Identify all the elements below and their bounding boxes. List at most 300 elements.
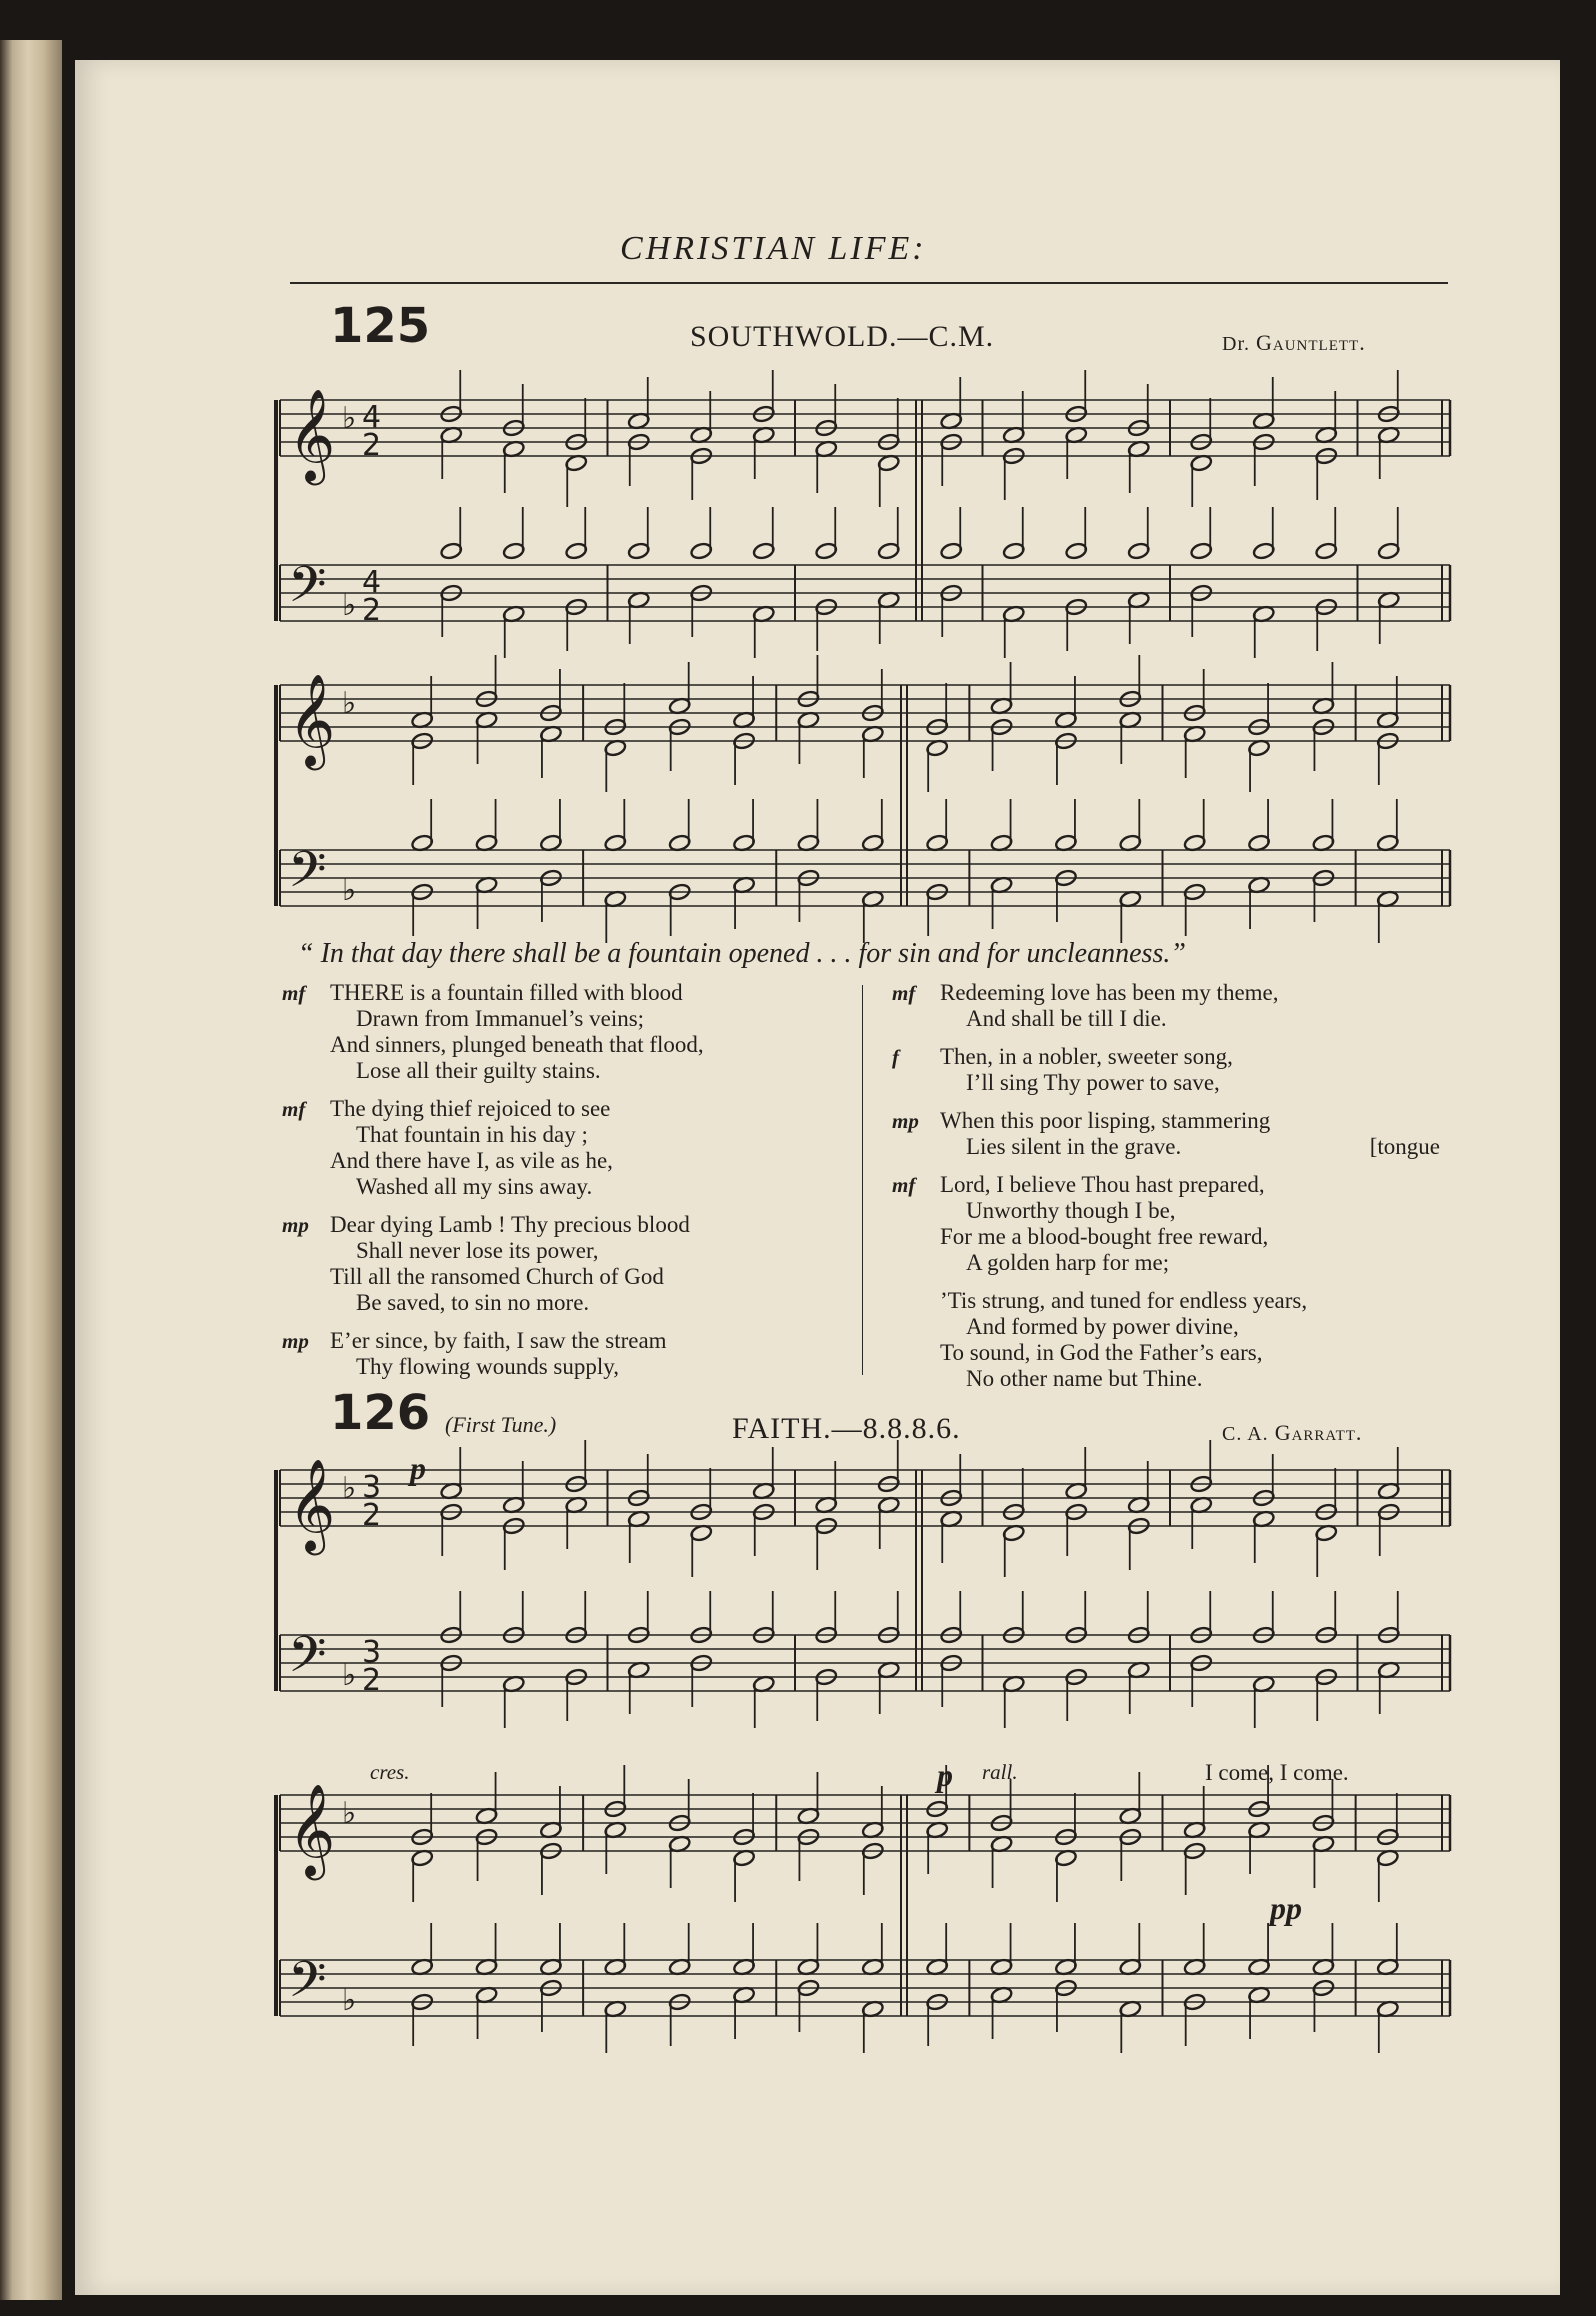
note-head [926,683,949,736]
note-head [668,662,691,715]
note-head [1054,1979,1077,2032]
note-head [475,1923,498,1976]
note-head [733,1849,756,1902]
note-head [990,1779,1013,1832]
note-head [1119,711,1142,764]
key-flat: ♭ [342,401,357,436]
note-head [565,1591,588,1644]
note-head [1248,739,1271,792]
note-head [502,440,525,493]
note-head [1377,1503,1400,1556]
verse-line: Unworthy though I be, [966,1198,1176,1223]
time-signature: 4 [362,400,382,435]
bass-clef: 𝄢 [288,1951,327,2021]
hymn-125-tune: SOUTHWOLD.—C.M. [690,320,995,353]
note-head [1065,1503,1088,1556]
note-head [1065,1591,1088,1644]
note-head [877,507,900,560]
verse-line: THERE is a fountain filled with blood [330,980,683,1005]
note-head [1183,799,1206,852]
note-head [1054,732,1077,785]
note-head [990,662,1013,715]
note-head [539,1923,562,1976]
verse-line: Washed all my sins away. [356,1174,593,1199]
key-flat: ♭ [342,588,357,623]
note-head [815,598,838,651]
note-head [1315,391,1338,444]
note-head [627,591,650,644]
hymn-126-number: 126 [330,1385,431,1441]
note-head [604,683,627,736]
note-head [539,725,562,778]
dynamic-marking: mf [282,981,306,1005]
stanza [892,1172,1460,1276]
note-head [1127,507,1150,560]
time-signature: 2 [362,1663,382,1698]
verse-line: Dear dying Lamb ! Thy precious blood [330,1212,690,1237]
note-head [1127,591,1150,644]
key-flat: ♭ [342,1471,357,1506]
composer-prefix: C. A. [1222,1423,1269,1445]
note-head [1190,1440,1213,1493]
note-head [1002,447,1025,500]
note-head [604,1765,627,1818]
note-head [1054,869,1077,922]
key-flat: ♭ [342,686,357,721]
note-head [926,1923,949,1976]
note-head [877,1440,900,1493]
note-head [1065,598,1088,651]
note-head [668,883,691,936]
note-head [1248,683,1271,736]
note-head [1002,1591,1025,1644]
stanza [282,1096,850,1200]
verse-line: Thy flowing wounds supply, [356,1354,620,1379]
note-head [411,1993,434,2046]
note-head [797,799,820,852]
note-head [690,584,713,637]
verse-line: Lord, I believe Thou hast prepared, [940,1172,1265,1197]
note-head [627,1454,650,1507]
note-head [733,876,756,929]
note-head [1248,1821,1271,1874]
dynamic-p-rall: p [937,1757,953,1793]
note-head [1002,507,1025,560]
note-head [1190,507,1213,560]
note-head [1002,1675,1025,1728]
verses-right-column [892,980,1460,1404]
verse-line: Lose all their guilty stains. [356,1058,601,1083]
note-head [861,890,884,943]
note-head [1312,662,1335,715]
note-head [502,384,525,437]
note-head [1315,507,1338,560]
verse-line: Be saved, to sin no more. [356,1290,590,1315]
note-head [604,799,627,852]
note-head [1190,1591,1213,1644]
note-head [690,1654,713,1707]
cres-marking: cres. [370,1760,410,1784]
note-head [440,507,463,560]
note-head [1252,1510,1275,1563]
note-head [627,377,650,430]
note-head [861,799,884,852]
note-head [604,1923,627,1976]
note-head [1002,1524,1025,1577]
note-head [1377,507,1400,560]
time-signature: 3 [362,1635,382,1670]
note-head [1315,1668,1338,1721]
note-head [1376,676,1399,729]
note-head [861,725,884,778]
dynamic-marking: mp [282,1329,309,1353]
note-head [1376,890,1399,943]
note-head [627,1510,650,1563]
note-head [475,1828,498,1881]
note-head [1190,1496,1213,1549]
note-head [990,718,1013,771]
note-head [815,1668,838,1721]
note-head [475,1986,498,2039]
note-head [1377,1447,1400,1500]
note-head [877,591,900,644]
note-head [502,1675,525,1728]
note-head [990,876,1013,929]
note-head [797,1923,820,1976]
note-head [1054,799,1077,852]
note-head [940,1591,963,1644]
note-head [565,507,588,560]
note-head [440,1591,463,1644]
note-head [1065,1668,1088,1721]
note-head [926,1993,949,2046]
note-head [797,1772,820,1825]
note-head [539,1979,562,2032]
note-head [1127,1461,1150,1514]
note-head [411,1923,434,1976]
verse-line: And there have I, as vile as he, [330,1148,613,1173]
note-head [1376,1849,1399,1902]
verse-line: ’Tis strung, and tuned for endless years, [940,1288,1308,1313]
note-head [752,1591,775,1644]
note-head [1119,799,1142,852]
note-head [877,398,900,451]
composer-name: Garratt. [1274,1420,1363,1445]
note-head [1127,384,1150,437]
note-head [1376,799,1399,852]
note-head [668,1835,691,1888]
note-head [411,799,434,852]
note-head [1065,426,1088,479]
note-head [797,869,820,922]
note-head [440,584,463,637]
note-head [1190,454,1213,507]
note-head [690,1524,713,1577]
note-head [1190,398,1213,451]
stanza [282,1328,850,1380]
note-head [1376,732,1399,785]
note-head [926,1821,949,1874]
treble-clef: 𝄞 [288,673,336,766]
note-head [1312,1779,1335,1832]
verse-line: Till all the ransomed Church of God [330,1264,664,1289]
note-head [1252,507,1275,560]
note-head [752,370,775,423]
note-head [1190,1654,1213,1707]
note-head [475,655,498,708]
note-head [940,433,963,486]
note-head [1248,876,1271,929]
verse-line: I’ll sing Thy power to save, [966,1070,1220,1095]
note-head [1377,370,1400,423]
note-head [565,598,588,651]
verse-line: Shall never lose its power, [356,1238,599,1263]
note-head [627,1661,650,1714]
note-head [1315,1591,1338,1644]
note-head [1248,799,1271,852]
note-head [1252,377,1275,430]
note-head [1252,605,1275,658]
note-head [539,1786,562,1839]
dynamic-marking: f [892,1045,899,1069]
note-head [752,426,775,479]
note-head [861,2000,884,2053]
note-head [604,739,627,792]
note-head [1054,1849,1077,1902]
note-head [1248,1923,1271,1976]
note-head [1376,1793,1399,1846]
stanza [940,1288,1460,1392]
note-head [1312,1835,1335,1888]
key-flat: ♭ [342,1658,357,1693]
note-head [990,1923,1013,1976]
verse-line: For me a blood-bought free reward, [940,1224,1269,1249]
note-head [1183,883,1206,936]
note-head [1190,584,1213,637]
note-head [752,507,775,560]
note-head [1054,1793,1077,1846]
composer-prefix: Dr. [1222,333,1250,355]
note-head [1312,799,1335,852]
verse-line: To sound, in God the Father’s ears, [940,1340,1263,1365]
treble-clef: 𝄞 [288,388,336,481]
verse-line: No other name but Thine. [966,1366,1203,1391]
time-signature: 4 [362,565,382,600]
note-head [815,1591,838,1644]
note-head [1315,1468,1338,1521]
note-head [861,1842,884,1895]
note-head [502,507,525,560]
note-head [752,605,775,658]
note-head [861,1923,884,1976]
note-head [733,1923,756,1976]
note-head [1252,1591,1275,1644]
note-head [990,799,1013,852]
note-head [440,1654,463,1707]
note-head [1248,1986,1271,2039]
note-head [502,605,525,658]
note-head [861,669,884,722]
note-head [1065,1447,1088,1500]
note-head [502,1591,525,1644]
note-head [690,391,713,444]
verse-line: And formed by power divine, [966,1314,1239,1339]
note-head [877,1496,900,1549]
time-signature: 2 [362,428,382,463]
note-head [502,1461,525,1514]
note-head [752,1675,775,1728]
note-head [1119,890,1142,943]
note-head [1065,370,1088,423]
note-head [565,398,588,451]
note-head [440,426,463,479]
stanza [892,1044,1460,1096]
note-head [690,447,713,500]
note-head [940,1454,963,1507]
note-head [1054,676,1077,729]
time-signature: 3 [362,1470,382,1505]
note-head [565,454,588,507]
dynamic-marking: mp [892,1109,919,1133]
note-head [1252,1675,1275,1728]
verse-line: The dying thief rejoiced to see [330,1096,611,1121]
note-head [411,1849,434,1902]
note-head [733,732,756,785]
note-head [690,1468,713,1521]
note-head [733,799,756,852]
verse-line: And shall be till I die. [966,1006,1167,1031]
note-head [1315,447,1338,500]
note-head [797,1828,820,1881]
note-head [940,1510,963,1563]
treble-clef: 𝄞 [288,1783,336,1876]
note-head [539,669,562,722]
note-head [411,1793,434,1846]
note-head [1376,1923,1399,1976]
note-head [604,890,627,943]
dynamic-marking: mf [892,1173,916,1197]
note-head [627,1591,650,1644]
verse-line: A golden harp for me; [966,1250,1170,1275]
hymn-126-composer [1222,1420,1362,1446]
note-head [1119,2000,1142,2053]
column-divider [862,985,863,1375]
note-head [1127,1591,1150,1644]
note-head [604,2000,627,2053]
note-head [1002,1468,1025,1521]
note-head [990,1835,1013,1888]
note-head [411,883,434,936]
note-head [926,739,949,792]
note-head [668,1779,691,1832]
note-head [815,384,838,437]
note-head [539,799,562,852]
note-head [926,883,949,936]
note-head [990,1986,1013,2039]
note-head [668,799,691,852]
note-head [1315,1524,1338,1577]
key-flat: ♭ [342,1796,357,1831]
note-head [1183,725,1206,778]
key-flat: ♭ [342,1983,357,2018]
stanza [892,1108,1460,1160]
note-head [940,507,963,560]
note-head [627,433,650,486]
note-head [797,711,820,764]
note-head [668,718,691,771]
time-signature: 2 [362,1498,382,1533]
note-head [1183,1786,1206,1839]
hymn-125-number: 125 [330,298,431,354]
note-head [475,876,498,929]
note-head [604,1821,627,1874]
note-head [565,1668,588,1721]
note-head [752,1447,775,1500]
note-head [502,1517,525,1570]
note-head [668,1993,691,2046]
note-head [1312,869,1335,922]
note-head [1054,1923,1077,1976]
note-head [797,655,820,708]
note-head [877,454,900,507]
dynamic-p: p [410,1450,426,1486]
verse-line: Then, in a nobler, sweeter song, [940,1044,1233,1069]
note-head [1183,669,1206,722]
bass-clef: 𝄢 [288,841,327,911]
note-head [1183,1993,1206,2046]
dynamic-marking: mf [282,1097,306,1121]
hymn-126-subtitle: (First Tune.) [445,1412,557,1437]
note-head [690,1591,713,1644]
note-head [797,1979,820,2032]
composer-name: Gauntlett. [1256,330,1366,355]
key-flat: ♭ [342,873,357,908]
note-head [752,1503,775,1556]
note-head [1065,507,1088,560]
note-head [733,676,756,729]
bass-clef: 𝄢 [288,1626,327,1696]
note-head [1377,426,1400,479]
dynamic-marking: mf [892,981,916,1005]
note-head [1312,1923,1335,1976]
stanza [282,1212,850,1316]
note-head [877,1591,900,1644]
note-head [1119,1772,1142,1825]
stanza [892,980,1460,1032]
note-head [627,507,650,560]
verse-line: Lies silent in the grave. [966,1134,1182,1159]
note-head [861,1786,884,1839]
verse-line: Drawn from Immanuel’s veins; [356,1006,645,1031]
note-head [1312,1979,1335,2032]
verse-line: That fountain in his day ; [356,1122,588,1147]
note-head [877,1661,900,1714]
note-head [940,377,963,430]
note-head [1127,1661,1150,1714]
note-head [1002,605,1025,658]
note-head [815,1461,838,1514]
verse-line: [tongue [1369,1134,1440,1159]
dynamic-pp: pp [1270,1890,1302,1926]
running-head: CHRISTIAN LIFE: [620,230,927,267]
note-head [815,440,838,493]
note-head [940,1654,963,1707]
note-head [1127,1517,1150,1570]
verse-line: Redeeming love has been my theme, [940,980,1279,1005]
treble-clef: 𝄞 [288,1458,336,1551]
note-head [1002,391,1025,444]
note-head [1127,440,1150,493]
